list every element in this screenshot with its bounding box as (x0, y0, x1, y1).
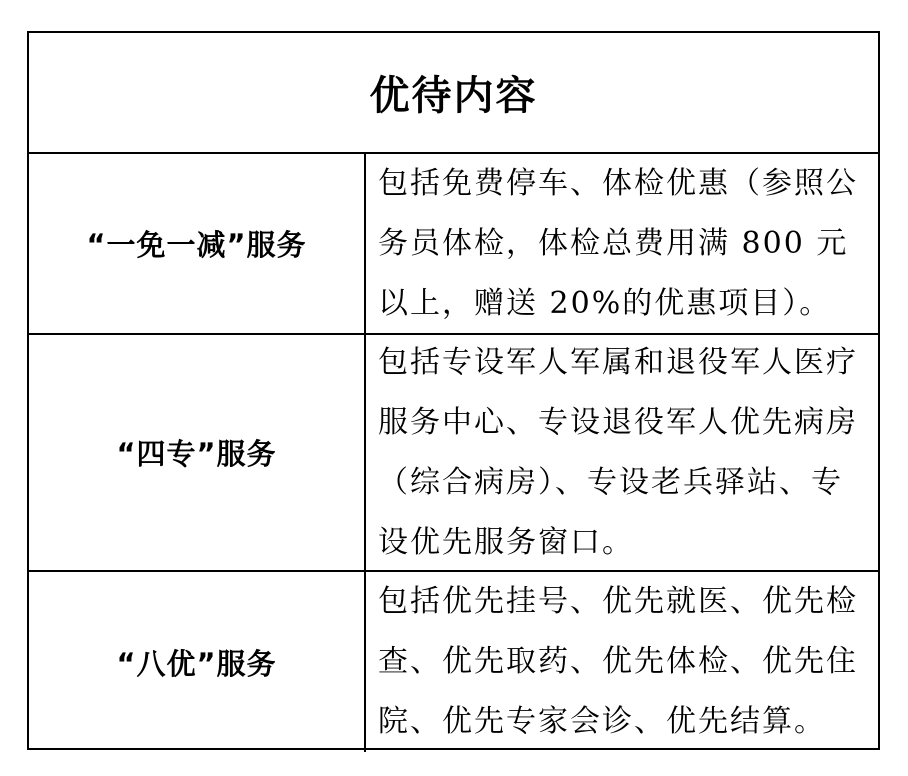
row-label-one-free-one-reduce: “一免一减”服务 (29, 154, 366, 335)
row-content-text: 包括专设军人军属和退役军人医疗服务中心、专设退役军人优先病房（综合病房）、专设老兵驿站、专设优先服务窗口。 (378, 344, 858, 560)
row-content-eight-priority (366, 572, 878, 752)
row-label-eight-priority: “八优”服务 (29, 572, 366, 752)
row-content-four-special (366, 335, 878, 572)
table-header: 优待内容 (29, 33, 878, 154)
row-content-text: 包括优先挂号、优先就医、优先检查、优先取药、优先体检、优先住院、优先专家会诊、优先结算。 (378, 584, 858, 739)
benefits-table (27, 31, 880, 750)
row-content-one-free-one-reduce (366, 154, 878, 335)
row-content-text: 包括免费停车、体检优惠（参照公务员体检，体检总费用满 800 元以上，赠送 20%的优惠项目）。 (378, 165, 858, 321)
row-label-four-special: “四专”服务 (29, 335, 366, 572)
